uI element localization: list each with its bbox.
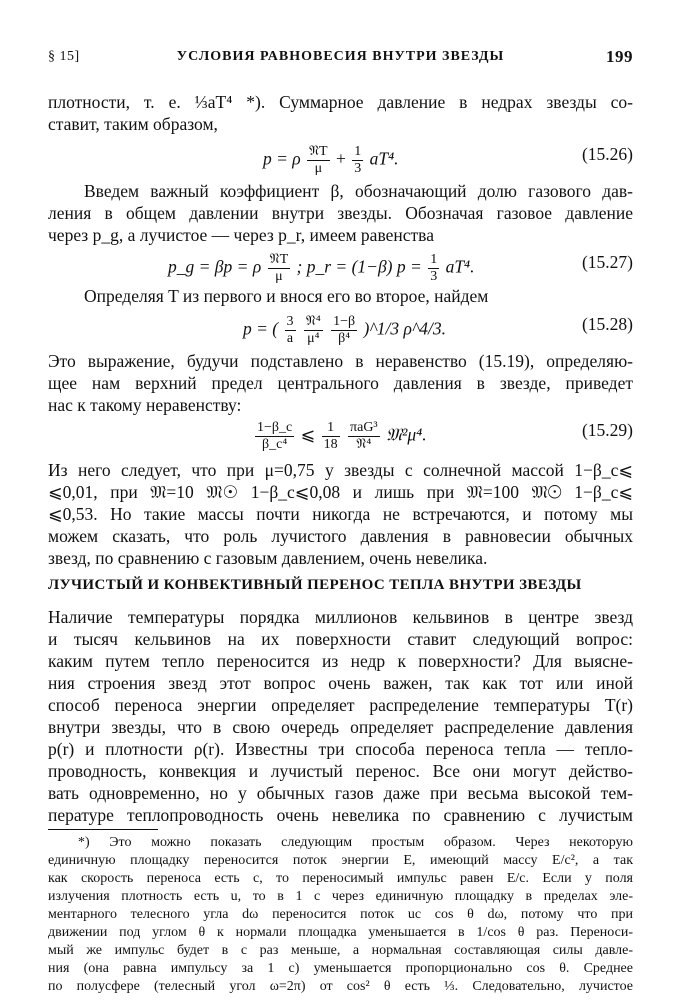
text-line: ⩽0,53. Но такие массы почти никогда не встречаются, и потому мы xyxy=(48,504,633,524)
footnote-line: ния (она равна импульсу за 1 с) уменьшается пропорционально cos θ. Среднее xyxy=(48,961,633,976)
page-number: 199 xyxy=(606,47,633,66)
fraction: $\frac{1-\beta\_c}{\text{β\_c⁴}}$ xyxy=(257,420,293,452)
footnote-line: единичную площадку переносится поток энергии E, имеющий массу E/c², а так xyxy=(48,853,633,868)
equation-15-28: p = ( $\frac{3}{a}$ $\frac{\text{𝔑⁴}}{\text{μ⁴}}$ $\frac{1-\beta}{\text{β⁴}}$ )^1/3 ρ^4/3. (15.28) xyxy=(243,314,633,346)
text-line: Введем важный коэффициент β, обозначающий долю газового дав- xyxy=(84,181,633,201)
text-line: ления в общем давлении внутри звезды. Обозначая газовое давление xyxy=(48,203,633,223)
footnote-line: как скорость переноса есть c, то переносимый импульс равен E/c. Если у поля xyxy=(48,871,633,886)
footnote-line: по полусфере (телесный угол ω=2π) от cos² θ есть ⅓. Следовательно, лучистое xyxy=(48,979,633,994)
text-line: Определяя T из первого и внося его во второе, найдем xyxy=(84,286,489,306)
text-line: звезд, по сравнению с газовым давлением, очень невелика. xyxy=(48,548,488,568)
text-line: Наличие температуры порядка миллионов кельвинов в центре звезд xyxy=(48,607,633,627)
text-line: каким путем тепло переносится из недр к поверхности? Для выясне- xyxy=(48,651,633,671)
section-heading: ЛУЧИСТЫЙ И КОНВЕКТИВНЫЙ ПЕРЕНОС ТЕПЛА ВНУТРИ ЗВЕЗДЫ xyxy=(48,577,582,593)
footnote-rule xyxy=(48,829,158,830)
equation-number: (15.26) xyxy=(581,144,633,164)
text-line: p(r) и плотности ρ(r). Известны три способа переноса тепла — тепло- xyxy=(48,739,633,759)
equation-number: (15.29) xyxy=(581,420,633,440)
text-line: пературе теплопроводность очень невелика по сравнению с лучистым xyxy=(48,805,633,825)
text-line: ⩽0,01, при 𝔐=10 𝔐☉ 1−β_c⩽0,08 и лишь при 𝔐=100 𝔐☉ 1−β_c⩽ xyxy=(48,482,633,502)
fraction: $\frac{1-\beta}{\text{β⁴}}$ xyxy=(333,314,356,346)
text-line: щее нам верхний предел центрального давления в звезде, приведет xyxy=(48,373,633,393)
text-line: через p_g, а лучистое — через p_r, имеем равенства xyxy=(48,225,434,245)
footnote-line: излучения плотность есть u, то в 1 с через единичную площадку в пределах эле- xyxy=(48,889,633,904)
text-line: способ переноса энергии определяет распределение температуры T(r) xyxy=(48,695,633,715)
equation-15-26: p = ρ $\frac{\text{𝔑T}}{\mu}$ + $\frac{1}{3}$ aT⁴. (15.26) xyxy=(263,144,633,176)
fraction: $\frac{1}{3}$ xyxy=(354,144,362,176)
fraction: $\frac{\text{𝔑⁴}}{\text{μ⁴}}$ xyxy=(305,314,321,346)
fraction: $\frac{1}{18}$ xyxy=(323,420,338,452)
text-line: нас к такому неравенству: xyxy=(48,395,242,415)
text-line: Это выражение, будучи подставлено в неравенство (15.19), определяю- xyxy=(48,351,633,371)
text-line: Из него следует, что при μ=0,75 у звезды с солнечной массой 1−β_c⩽ xyxy=(48,460,633,480)
section-marker: § 15] xyxy=(48,49,80,64)
footnote-line: *) Это можно показать следующим простым образом. Через некоторую xyxy=(78,835,633,850)
equation-number: (15.27) xyxy=(581,252,633,272)
eq-lhs: p = ρ xyxy=(263,148,301,169)
text-line: проводность, конвекция и лучистый перенос. Все они могут действо- xyxy=(48,761,633,781)
equation-15-27: p_g = βp = ρ $\frac{\text{𝔑T}}{\mu}$ ; p_r = (1−β) p = $\frac{1}{3}$ aT⁴. (15.27) xyxy=(168,252,633,284)
equation-number: (15.28) xyxy=(581,314,633,334)
footnote-line: ментарного телесного угла dω переносится поток uc cos θ dω, потому что при xyxy=(48,907,633,922)
footnote-line: движении под углом θ к нормали площадка уменьшается в 1/cos θ раз. Переноси- xyxy=(48,925,633,940)
text-line: ставит, таким образом, xyxy=(48,114,218,134)
equation-15-29: $\frac{1-\beta\_c}{\text{β\_c⁴}}$ ⩽ $\frac{1}{18}$ $\frac{\text{πaG³}}{\text{𝔑⁴}}$ 𝔐²μ⁴. (15.29) xyxy=(257,420,633,452)
text-line: внутри звезды, что в свою очередь определяет распределение давления xyxy=(48,717,633,737)
fraction: $\frac{\text{𝔑T}}{\mu}$ xyxy=(309,144,328,176)
fraction: $\frac{3}{a}$ xyxy=(286,314,294,346)
text-line: ния строения звезд этот вопрос очень важен, так как тот или иной xyxy=(48,673,633,693)
text-line: и тысяч кельвинов на их поверхности ставит следующий вопрос: xyxy=(48,629,633,649)
fraction: $\frac{\text{πaG³}}{\text{𝔑⁴}}$ xyxy=(350,420,378,452)
text-line: можем сказать, что роль лучистого давления в равновесии обычных xyxy=(48,526,633,546)
fraction: $\frac{1}{3}$ xyxy=(430,252,438,284)
running-title: УСЛОВИЯ РАВНОВЕСИЯ ВНУТРИ ЗВЕЗДЫ xyxy=(176,49,505,64)
footnote-line: мый же импульс будет в c раз меньше, а нормальная составляющая силы давле- xyxy=(48,943,633,958)
text-line: вать одновременно, но у обычных газов даже при весьма высокой тем- xyxy=(48,783,633,803)
text-line: плотности, т. е. ⅓aT⁴ *). Суммарное давление в недрах звезды со- xyxy=(48,92,633,112)
fraction: $\frac{\text{𝔑T}}{\mu}$ xyxy=(269,252,289,284)
running-header xyxy=(48,47,633,71)
